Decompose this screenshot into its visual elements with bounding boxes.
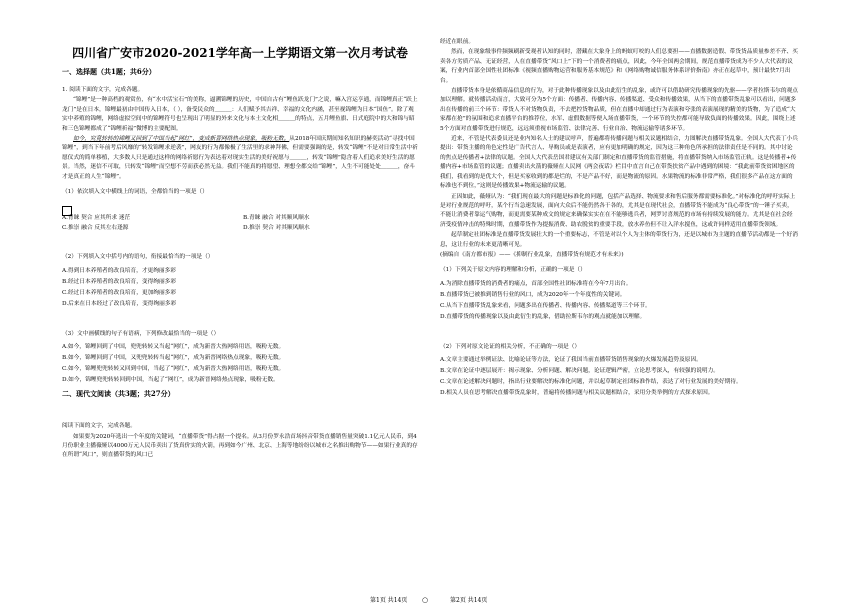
option: D.直播带货的传播现象以及由此衍生的乱象，借助拉斯韦尔的观点就能加以理解。 [440, 313, 646, 320]
underlined-sentence: 如今，究竟转转的锦鲤又回到了中国当起“网红”，变成新晋网络热点现象，吸粉无数。 [73, 136, 290, 143]
passage-paragraph: “锦鲤”是一种高档的观赏鱼，有“水中活宝石”的美称，逼溯锦鲤的历史，中国自古有“鲤鱼跃龙门”之说，嘛入宫运亨通，而锦鲤真正“跃上龙门”是在日本，锦鲤最初由中国传入日本，（ ），备受民众的＿＿＿：人们赋予其吉祥、幸福的文化内涵，甚至视锦鲤为日本“国鱼”。除了观实中养殖的锦鲤，网络虚拟空间中的锦鲤符号也呈现出了明显的外来文化与本土文化相＿＿＿的特点，五月鲤鱼旗、日式庭院中的大和锦与昭和三色锦鲤都成了“锦鲤祈福”微博的主要配图。 [62, 97, 418, 132]
reading-question-2: （2）下列对原文论证的相关分析，不正确的一项是（） [440, 343, 581, 350]
source-citation: (摘编自《南方都市报》——《抑制行业乱象，直播带货有规范才有未来》) [440, 251, 624, 258]
option: B.青睐 融合 对其顺风顺水 [243, 215, 310, 222]
page-footer-left: 第1页 共14页 [370, 597, 408, 604]
passage-paragraph: 正因如此，薇娅认为：“我们现在最大的问题是标准化的问题，包括产品选择、物流要求和售后服务都需要标准化。”对标准化的呼吁实际上是对行业规范的呼吁，某个行当急速发展，面向大众后不能仍然各干各的，尤其是在现代社会，直播带货不能成为“良心带货”的一锤子买卖，不能让消费者靠运气购物，而更需要某种成文的规定来确保实实在在不能够逃兵者，网罗讨喜规范的市场有持续发展的能力。尤其是在社会经济受疫情冲击的特殊时期，直播带货作为提振消费、助农脱贫的重要手段，放水养鱼但不让入洋水搅鱼，这或许同样适用直播带货领域。 [440, 193, 796, 228]
sub-question-2: （2）下列填入文中括号内的语句，衔接最恰当的一项是（） [62, 254, 214, 261]
passage-paragraph: 起草制定社团标准是直播带货发展壮大的一个重要标志，不管是对以个人为主体的带货行为，还是以城市为主题的直播节活动都是一个好消息，这让行业的未来更清晰可见。 [440, 232, 798, 248]
section-2-heading: 二、现代文阅读（共3题；共27分） [62, 389, 175, 399]
option: C.经过日本养殖者的改良培育，更加绚丽多彩 [62, 289, 177, 296]
sub-question-1: （1）依次填入文中横线上的词语，全都恰当的一项是（） [62, 189, 208, 196]
passage-paragraph: 如今，究竟转转的锦鲤又回到了中国当起“网红”，变成新晋网络热点现象，吸粉无数。从2018年国庆期间知名知识的赫奕活动“寻找中国锦鲤”，到当下年前考后风靡的“转发锦鲤求逆袭”，网友的行为都像极了生活里的求神拜佛，但需要强调的是，转发“锦鲤”不是对日常生活中祈愿仪式的简单移植，大多数人只是通过这样的网络祈愿行为表达着对现实生活的美好祝愿与＿＿＿，转发“锦鲤”隐含着人们追求美好生活的愿景。当然，迷信不可取，只转发“锦鲤”而空想不劳而获必然无益。我们不能真的将愿望、理想全都交给“锦鲤”，人生不可能处处＿＿＿，奋斗才是真正的人生“锦鲤”。 [62, 136, 418, 180]
option: D.相关人员在思考解决直播带货乱象时，普遍将传播问题与相关议题相结合，采用分类举例的方式探求原因。 [440, 390, 714, 397]
option: D.后来在日本经过了改良培育，变得绚丽多彩 [62, 300, 177, 307]
exam-title: 四川省广安市2020-2021学年高一上学期语文第一次月考试卷 [72, 46, 408, 60]
option: B.直播带货已被推到销售行业的风口，成为2020年一个年度性的关键词。 [440, 291, 626, 298]
section-1-heading: 一、选择题（共1题；共6分） [62, 67, 156, 76]
sub-question-3-options [62, 342, 418, 386]
sub-question-1-options [62, 214, 418, 233]
reading-question-1: （1）下列关于原文内容的理解和分析，正确的一项是（） [440, 267, 586, 274]
option: A.青睐 契合 应其所求 迷茫 [62, 215, 131, 222]
option: A.如今，锦鲤回到了中国，兜兜转转又当起“网红”，成为新晋大热网络用语，吸粉无数。 [62, 344, 285, 351]
option: C.文章在论述解决问题时，指出行业要解决的标准化问题，并以起草制定社团标准作结，表达了对行业发展的美好期待。 [440, 379, 742, 386]
option: D.推崇 契合 对其顺风顺水 [243, 224, 310, 231]
option: A.文章主要通过举例证法、比喻论证等方法，论证了我国当前直播带货销售现象的火爆发展趋势及原因。 [440, 357, 702, 364]
page-separator-icon: ○ [422, 596, 429, 604]
sub-question-3: （3）文中画横线的句子有语病，下列修改最恰当的一项是（） [62, 330, 220, 337]
option: C.从当下直播带货乱象来看，问题多出在传播者、传播内容、传播渠道等三个环节。 [440, 302, 651, 309]
sub-question-2-options [62, 266, 418, 310]
page-footer-right: 第2页 共14页 [450, 597, 488, 604]
passage-paragraph: 近来，不管是代表委员还是业内知名人士的建议呼声，普遍都将传播问题与相关议题相结合，力图解决直播带货乱象。全国人大代表丁小兵提出：带货主播的角色定性是广告代言人、导购员或是表演者，应有更加明确的规定，因为这三种角色所承担的法律责任是不同的。其中讨论的焦点是传播者+法律的议题。全国人大代表岳国君建议有关部门制定和直播带货的监管措施，将直播带货纳入市场监管正轨。这是传播者+传播内容+市场监管的议题；直播卖出火箭的薇娅在人民网《两会夜话》栏目中直言自己在带货扶贫产品中遇到的困境：“我此前带货贫困地区的我们，我看到的是优大个，但是买家收到的都是烂的，不是产品不好，而是物流的原因。水果物流的标准非常严格，我们很多产品在这方面的标准也不到位，”这则是传播效果+物流运输的议题。 [440, 136, 798, 190]
question-2-intro: 阅读下面的文字，完成各题。 [62, 423, 136, 430]
reading-question-2-options [440, 355, 798, 399]
option: B.经过日本养殖者的改良培育，变得绚丽多彩 [62, 278, 177, 285]
option: C.推崇 融合 反其左右逢源 [62, 224, 129, 231]
option: B.如今，锦鲤回到了中国，又兜兜转转当起“网红”，成为新晋网络热点现象，吸粉无数。 [62, 355, 285, 362]
reading-question-1-options [440, 279, 798, 323]
option: C.如今，锦鲤兜兜转转又回到中国，当起了“网红”，成为新晋大热网络用语，吸粉无数。 [62, 366, 285, 373]
option: A.得到日本养殖者的改良培育，才更绚丽多彩 [62, 267, 176, 274]
passage-paragraph: 然而，在现象级事件频频刷新受观者认知的同时，潜藏在大象身上的蚂蚁叮咬的人们总要担——直播数据造假、带货货品质量参差不齐、买卖各方劣质产品、无证经营，人在直播带货“风口上”下的一个消费者的痛点，因此，今年全国两会期间，规范直播带货成为不少人大代表的议案，行业内首部全国性社团标准《视频直播购物运营和服务基本规范》和《网络购物诚信服务体系评价指南》亦正在起草中，预计最快7月出台。 [440, 49, 798, 84]
option: D.如今，锦鲤兜兜转转回到中国，当起了“网红”，成为新晋网络热点现象，吸粉无数。 [62, 377, 279, 384]
page-right [430, 0, 860, 608]
option: A.为消除直播带货的消费者的痛点，首部全国性社团标准将在今年7月出台。 [440, 280, 632, 287]
passage-paragraph: 经近在眼前。 [440, 39, 475, 45]
passage-paragraph: 直播带货本身是依循商品信息的行为，对于此种传播现象以及由此衍生的乱象，或许可以借助研究传播现象的先驱——学者拉斯韦尔的观点加以理解。就传播活动而言，大致可分为5个方面：传播者、传播内容、传播渠道、受众和传播效果，从当下的直播带货乱象可以看出，问题多出在传播的前三个环节：带货人不对货物负责，不去把控货物品质，但在直播中却通过行为表演和夸张的表演展现的精美的货物，为了造成“大家都在抢”的氛围和追求直播平台的推荐位，水军、虚假数据等便入场直播带货，一个环节的失控都可能导致负面的传播效果。因此，围绕上述5个方面对直播带货进行规范，远远须重视市场监管、法律完善、行业自治、物流运输等诸多环节。 [440, 88, 798, 132]
option: B.文章在论证中逐层展开：揭示现象、分析问题、解决问题，论证逻辑严密，立论思考深入，有较强的说明力。 [440, 368, 719, 375]
passage-paragraph: 如果要为2020年选出一个年度的关键词，“直播带货”得占据一个提名。从3月份罗永浩首场抖音带货直播销售量突破1.1亿元人民币，到4月份职业主播薇娅以4000万元人民币卖出了货真价实的火箭，再到如今广州、北京、上海等地纷纷以城市之名推出购物节——如果行业真的存在所谓“风口”，则直播带货的风口已 [62, 433, 418, 459]
question-1-intro: 1. 阅读下面的文字，完成各题。 [62, 87, 144, 93]
